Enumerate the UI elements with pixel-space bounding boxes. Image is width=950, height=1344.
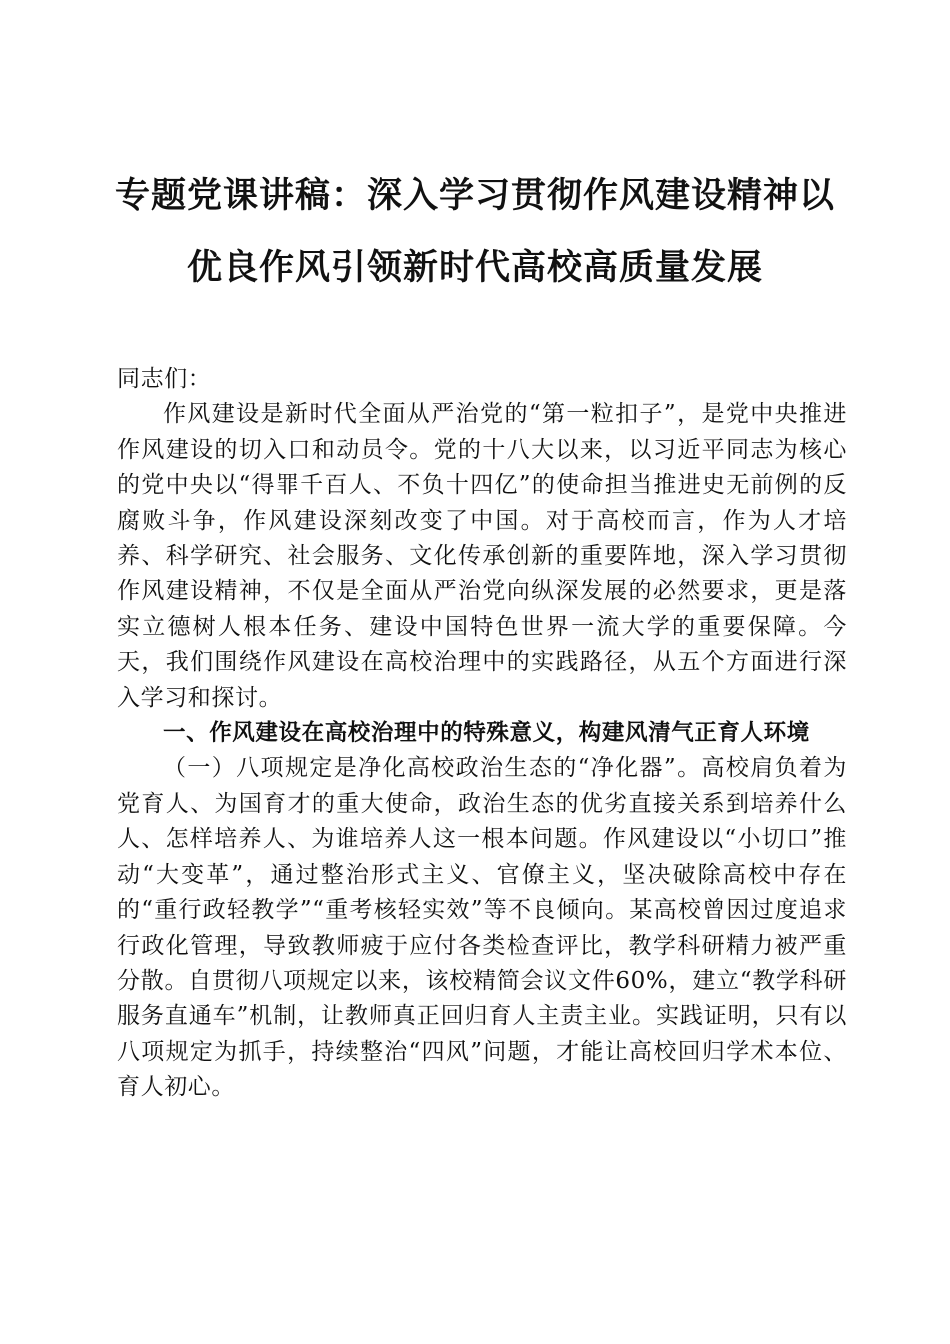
section-1-paragraph-1: （一）八项规定是净化高校政治生态的“净化器”。高校肩负着为党育人、为国育才的重大使命，政治生态的优劣直接关系到培养什么人、怎样培养人、为谁培养人这一根本问题。作风建设以“小切口”推动“大变革”，通过整治形式主义、官僚主义，坚决破除高校中存在的“重行政轻教学”“重考核轻实效”等不良倾向。某高校曾因过度追求行政化管理，导致教师疲于应付各类检查评比，教学科研精力被严重分散。自贯彻八项规定以来，该校精简会议文件60%，建立“教学科研服务直通车”机制，让教师真正回归育人主责主业。实践证明，只有以八项规定为抓手，持续整治“四风”问题，才能让高校回归学术本位、育人初心。 <box>117 755 847 1101</box>
intro-paragraph: 作风建设是新时代全面从严治党的“第一粒扣子”，是党中央推进作风建设的切入口和动员令。党的十八大以来，以习近平同志为核心的党中央以“得罪千百人、不负十四亿”的使命担当推进史无前例的反腐败斗争，作风建设深刻改变了中国。对于高校而言，作为人才培养、科学研究、社会服务、文化传承创新的重要阵地，深入学习贯彻作风建设精神，不仅是全面从严治党向纵深发展的必然要求，更是落实立德树人根本任务、建设中国特色世界一流大学的重要保障。今天，我们围绕作风建设在高校治理中的实践路径，从五个方面进行深入学习和探讨。 <box>117 401 847 711</box>
section-1-heading: 一、作风建设在高校治理中的特殊意义，构建风清气正育人环境 <box>163 720 810 747</box>
document-body <box>117 362 847 1106</box>
document-title-line-1: 专题党课讲稿：深入学习贯彻作风建设精神以 <box>114 175 835 216</box>
document-title-line-2: 优良作风引领新时代高校高质量发展 <box>186 247 763 288</box>
salutation: 同志们： <box>117 366 212 392</box>
